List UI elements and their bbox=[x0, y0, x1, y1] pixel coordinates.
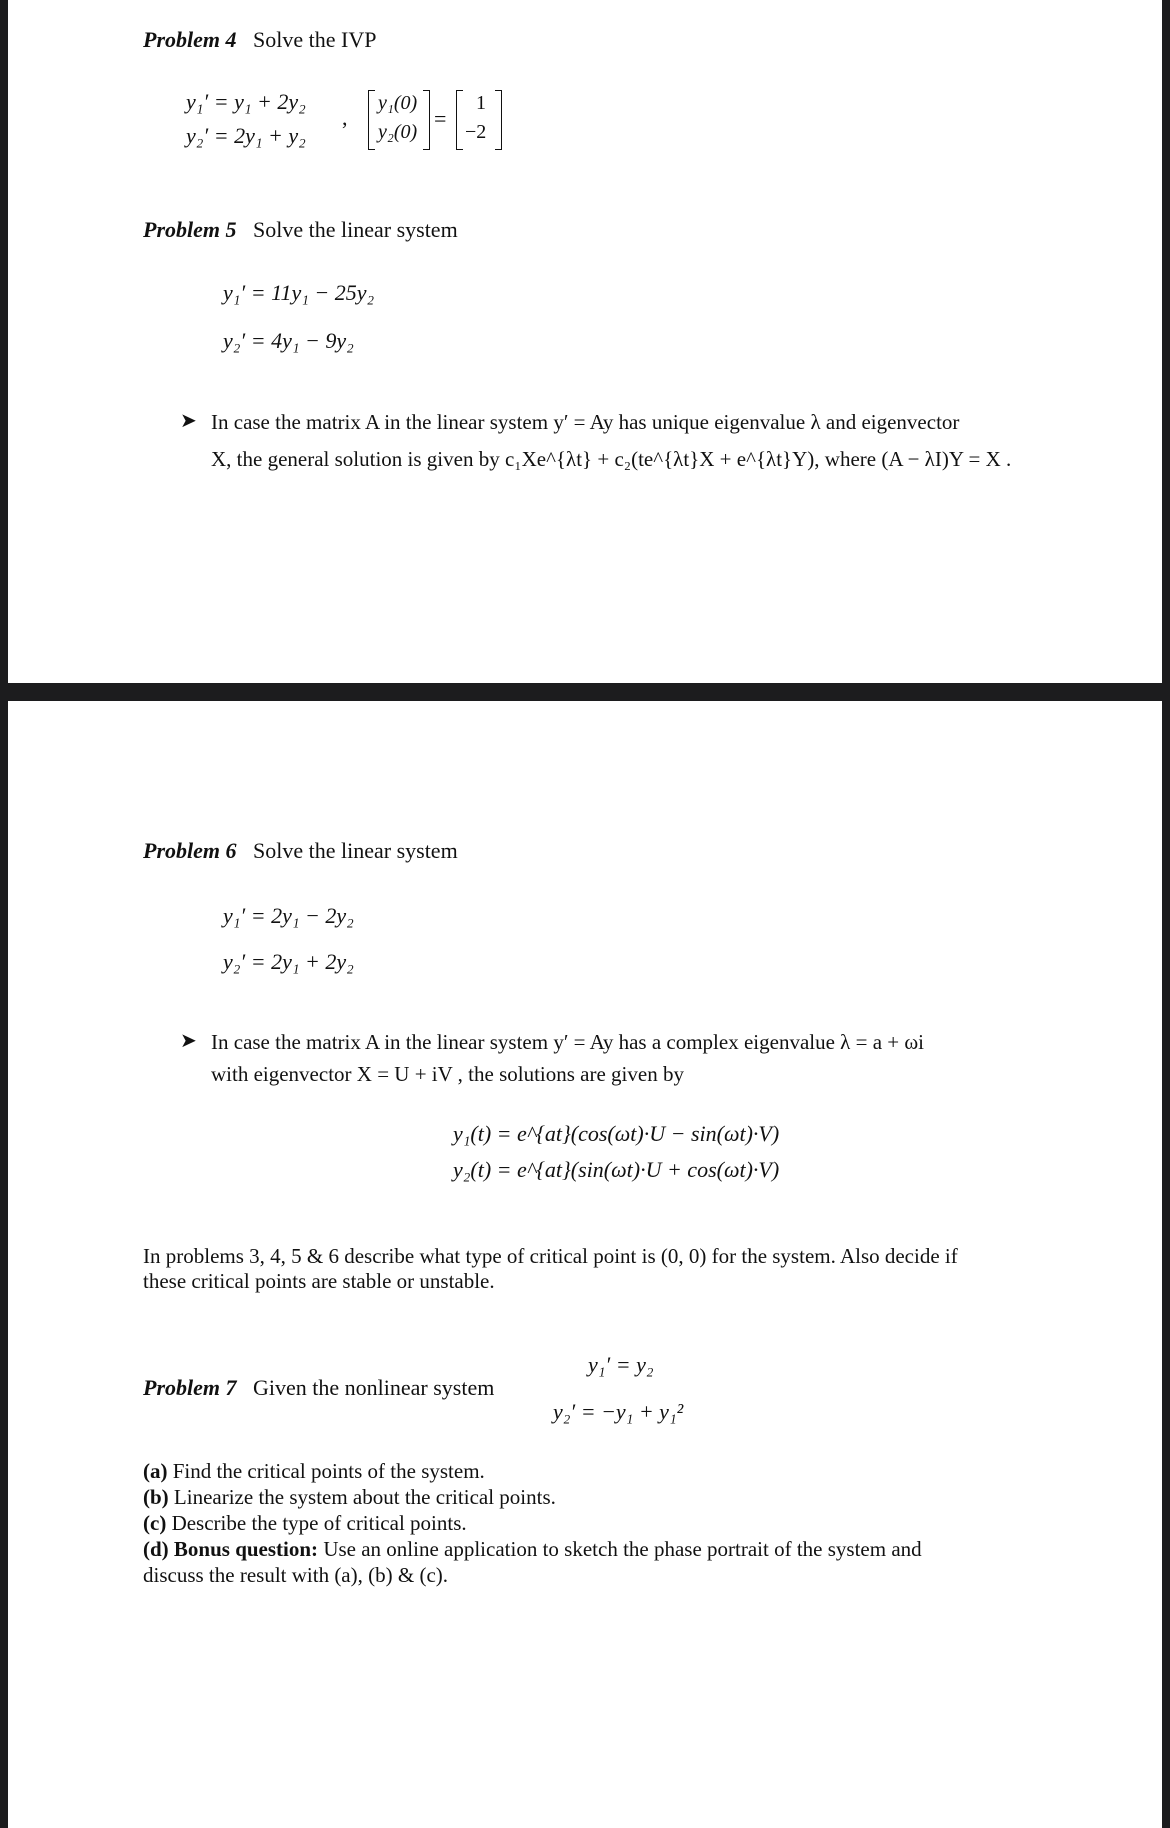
complex-solution-1: y₁(t) = e^{at}(cos(ωt)·U − sin(ωt)·V) bbox=[453, 1121, 780, 1146]
part-text: Describe the type of critical points. bbox=[171, 1511, 467, 1535]
critical-point-instruction-line-1: In problems 3, 4, 5 & 6 describe what type of critical point is (0, 0) for the system. Also decide if bbox=[143, 1244, 958, 1268]
problem-5-equation-2: y₂′ = 4y₁ − 9y₂ bbox=[223, 328, 354, 353]
problem-title: Given the nonlinear system bbox=[253, 1375, 495, 1400]
part-a bbox=[143, 1458, 485, 1484]
part-label: (d) Bonus question: bbox=[143, 1537, 319, 1561]
left-bracket bbox=[456, 90, 463, 150]
bullet-arrow-icon: ➤ bbox=[180, 410, 197, 432]
problem-number: Problem 4 bbox=[143, 27, 237, 52]
repeated-eigenvalue-note-line-1: In case the matrix A in the linear system y′ = Ay has unique eigenvalue λ and eigenvector bbox=[211, 410, 960, 434]
complex-solution-2: y₂(t) = e^{at}(sin(ωt)·U + cos(ωt)·V) bbox=[453, 1157, 780, 1182]
repeated-eigenvalue-note-line-2: X, the general solution is given by c₁Xe^{λt} + c₂(te^{λt}X + e^{λt}Y), where (A − λI)Y = X . bbox=[211, 447, 1012, 471]
problem-5-heading bbox=[143, 217, 458, 243]
complex-eigenvalue-note-line-1: In case the matrix A in the linear system y′ = Ay has a complex eigenvalue λ = a + ωi bbox=[211, 1030, 925, 1054]
problem-7-equation-2: y₂′ = −y₁ + y₁² bbox=[553, 1399, 684, 1424]
problem-6-heading bbox=[143, 838, 458, 864]
page-2 bbox=[8, 701, 1162, 1828]
problem-number: Problem 7 bbox=[143, 1375, 237, 1400]
problem-number: Problem 6 bbox=[143, 838, 237, 863]
right-bracket bbox=[495, 90, 502, 150]
problem-6-equation-2: y₂′ = 2y₁ + 2y₂ bbox=[223, 949, 354, 974]
part-d-continuation: discuss the result with (a), (b) & (c). bbox=[143, 1563, 449, 1587]
ic-entry-1: y₁(0) bbox=[378, 92, 418, 114]
part-label: (c) bbox=[143, 1511, 167, 1535]
problem-7-equation-1: y₁′ = y₂ bbox=[588, 1352, 654, 1377]
bullet-arrow-icon: ➤ bbox=[180, 1030, 197, 1052]
part-c bbox=[143, 1510, 467, 1536]
problem-5-equation-1: y₁′ = 11y₁ − 25y₂ bbox=[223, 280, 375, 305]
part-b bbox=[143, 1484, 556, 1510]
part-text: Find the critical points of the system. bbox=[172, 1459, 485, 1483]
left-bracket bbox=[368, 90, 375, 150]
part-label: (b) bbox=[143, 1485, 169, 1509]
problem-number: Problem 5 bbox=[143, 217, 237, 242]
part-label: (a) bbox=[143, 1459, 168, 1483]
problem-4-equation-2: y₂′ = 2y₁ + y₂ bbox=[186, 123, 306, 148]
ic-value-2: −2 bbox=[465, 121, 487, 143]
problem-title: Solve the linear system bbox=[253, 217, 458, 242]
initial-value-vector bbox=[456, 90, 502, 150]
critical-point-instruction-line-2: these critical points are stable or unstable. bbox=[143, 1269, 495, 1293]
page-1 bbox=[8, 0, 1162, 683]
problem-4-equation-1: y₁′ = y₁ + 2y₂ bbox=[186, 89, 306, 114]
initial-condition-vector bbox=[368, 90, 430, 150]
ic-value-1: 1 bbox=[476, 92, 486, 114]
comma: , bbox=[342, 105, 348, 130]
ic-entry-2: y₂(0) bbox=[378, 121, 418, 143]
problem-title: Solve the IVP bbox=[253, 27, 377, 52]
part-text: Use an online application to sketch the phase portrait of the system and bbox=[323, 1537, 922, 1561]
problem-4-heading bbox=[143, 27, 376, 53]
part-d bbox=[143, 1536, 922, 1562]
problem-7-heading bbox=[143, 1375, 494, 1401]
problem-title: Solve the linear system bbox=[253, 838, 458, 863]
complex-eigenvalue-note-line-2: with eigenvector X = U + iV , the solutions are given by bbox=[211, 1062, 684, 1086]
problem-6-equation-1: y₁′ = 2y₁ − 2y₂ bbox=[223, 903, 354, 928]
part-text: Linearize the system about the critical points. bbox=[173, 1485, 556, 1509]
equals-sign: = bbox=[434, 106, 447, 131]
right-bracket bbox=[423, 90, 430, 150]
